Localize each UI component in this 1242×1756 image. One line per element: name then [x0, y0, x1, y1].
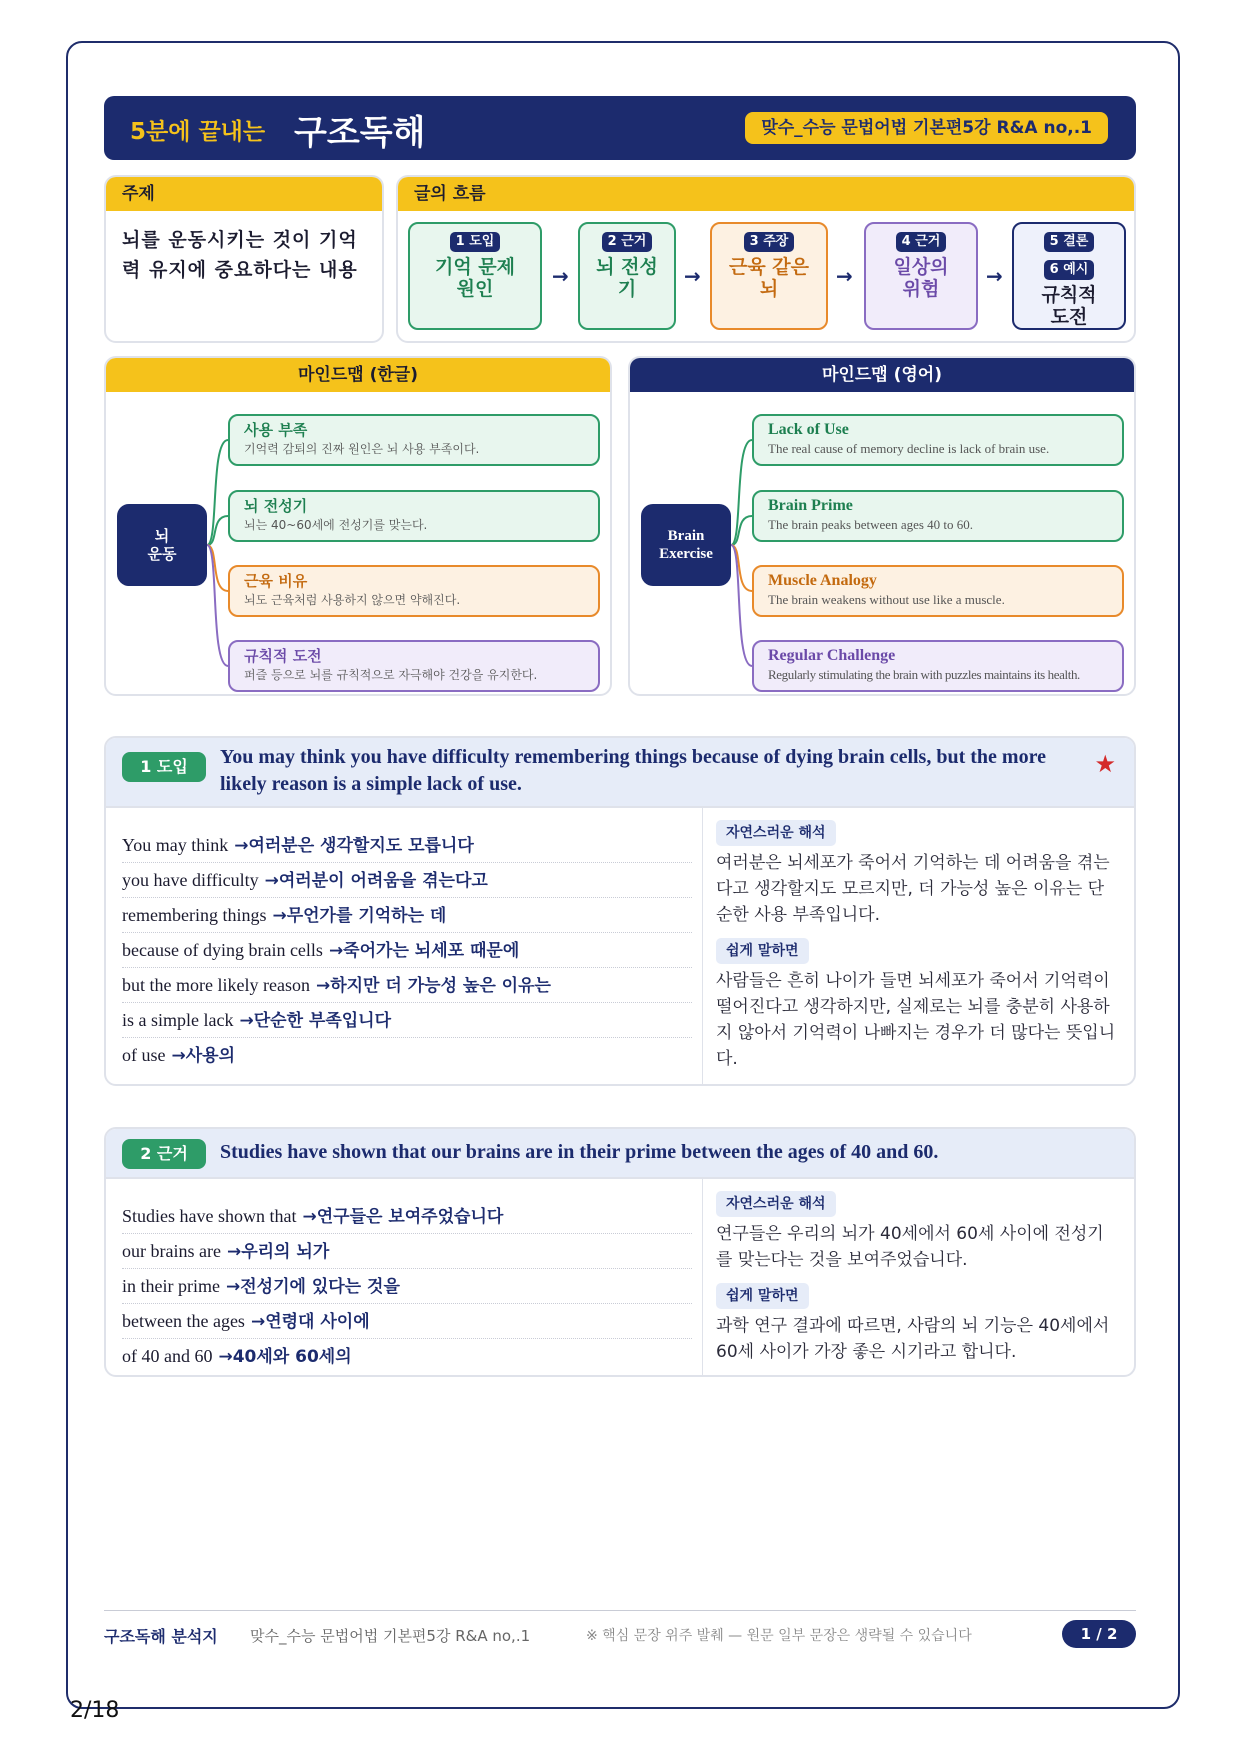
topic-heading: 주제: [106, 177, 382, 211]
chunk-row: [122, 828, 692, 863]
mindmap-node: [752, 490, 1124, 542]
flow-arrow-icon: →: [986, 264, 1003, 288]
easy-explanation-text: 과학 연구 결과에 따르면, 사람의 뇌 기능은 40세에서 60세 사이가 가장 좋은 시기라고 합니다.: [716, 1316, 1110, 1362]
easy-explanation-label: 쉽게 말하면: [716, 1283, 809, 1309]
mindmap-node-title: 뇌 전성기: [244, 497, 308, 515]
chunk-row: [122, 1199, 692, 1234]
mindmap-node-title: Muscle Analogy: [768, 572, 877, 589]
chunk-english: Studies have shown that: [122, 1206, 297, 1226]
mindmap-node-title: Regular Challenge: [768, 647, 896, 664]
flow-step: [408, 222, 542, 330]
chunk-row: [122, 863, 692, 898]
chunk-row: [122, 898, 692, 933]
column-divider: [702, 1179, 703, 1375]
section-header: [106, 1129, 1134, 1179]
chunk-row: [122, 1269, 692, 1304]
mindmap-node-title: 근육 비유: [244, 572, 308, 590]
flow-step-tag: 5 결론: [1044, 232, 1095, 252]
flow-step-tag: 2 근거: [602, 232, 653, 252]
chunk-english: between the ages: [122, 1311, 245, 1331]
flow-step-tag: 3 주장: [744, 232, 795, 252]
chunk-row: [122, 1038, 692, 1073]
mindmap-node: [228, 490, 600, 542]
chunk-korean: →전성기에 있다는 것을: [225, 1277, 400, 1297]
natural-translation-text: 연구들은 우리의 뇌가 40세에서 60세 사이에 전성기를 맞는다는 것을 보여주었습니다.: [716, 1224, 1104, 1270]
chunk-korean: →단순한 부족입니다: [239, 1011, 392, 1031]
chunk-korean: →연령대 사이에: [250, 1312, 370, 1332]
mindmap-root: 뇌 운동: [117, 504, 207, 586]
mindmap-node: [228, 640, 600, 692]
chunk-english: remembering things: [122, 905, 267, 925]
chunk-english: You may think: [122, 835, 229, 855]
chunk-english: in their prime: [122, 1276, 220, 1296]
chunk-english: but the more likely reason: [122, 975, 310, 995]
flow-arrow-icon: →: [684, 264, 701, 288]
chunk-korean: →40세와 60세의: [218, 1347, 352, 1367]
chunk-korean: →여러분이 어려움을 겪는다고: [264, 871, 488, 891]
chunk-english: because of dying brain cells: [122, 940, 323, 960]
sentence-section: [104, 1127, 1136, 1377]
chunk-korean: →여러분은 생각할지도 모릅니다: [234, 836, 474, 856]
footer-divider: [104, 1610, 1136, 1611]
mindmap-node-title: Brain Prime: [768, 497, 853, 514]
natural-translation-label: 자연스러운 해석: [716, 820, 836, 846]
natural-translation-label: 자연스러운 해석: [716, 1191, 836, 1217]
flow-arrow-icon: →: [836, 264, 853, 288]
flow-step-tag: 1 도입: [450, 232, 501, 252]
chunk-row: [122, 1339, 692, 1374]
mindmap-node-title: 사용 부족: [244, 421, 308, 439]
section-sentence: You may think you have difficulty remembering things because of dying brain cells, but the more likely reason is a simple lack of use.: [220, 746, 1046, 795]
mindmap-node-text: The brain peaks between ages 40 to 60.: [768, 517, 974, 532]
natural-translation-text: 여러분은 뇌세포가 죽어서 기억하는 데 어려움을 겪는다고 생각할지도 모르지만, 더 가능성 높은 이유는 단순한 사용 부족입니다.: [716, 853, 1110, 925]
section-header: [106, 738, 1134, 808]
topic-panel: [104, 175, 384, 343]
chunk-row: [122, 1003, 692, 1038]
star-icon: ★: [1094, 750, 1116, 778]
chunk-row: [122, 968, 692, 1003]
chunk-korean: →하지만 더 가능성 높은 이유는: [315, 976, 551, 996]
chunk-korean: →무언가를 기억하는 데: [272, 906, 447, 926]
flow-heading: 글의 흐름: [398, 177, 1134, 211]
footer-source: 맞수_수능 문법어법 기본편5강 R&A no,.1: [250, 1627, 531, 1645]
mindmap-node-text: The brain weakens without use like a muscle.: [768, 592, 1005, 607]
flow-step-label: 근육 같은 뇌: [728, 256, 810, 300]
brand-subtitle: 5분에 끝내는: [130, 119, 266, 145]
topic-text: 뇌를 운동시키는 것이 기억력 유지에 중요하다는 내용: [122, 229, 358, 281]
flow-step: [710, 222, 828, 330]
chunk-english: is a simple lack: [122, 1010, 234, 1030]
mindmap-node-title: Lack of Use: [768, 421, 849, 438]
mindmap-node: [752, 640, 1124, 692]
mindmap-node-text: 뇌도 근육처럼 사용하지 않으면 약해진다.: [244, 593, 461, 607]
brand-title: 구조독해: [294, 113, 426, 153]
mindmap-node: [752, 565, 1124, 617]
column-divider: [702, 808, 703, 1084]
chunk-korean: →사용의: [171, 1046, 236, 1066]
easy-explanation-label: 쉽게 말하면: [716, 938, 809, 964]
page-indicator: 1 / 2: [1062, 1620, 1136, 1648]
flow-step-label: 뇌 전성기: [596, 256, 658, 300]
chunk-row: [122, 933, 692, 968]
flow-step: [578, 222, 676, 330]
mindmap-node-text: 기억력 감퇴의 진짜 원인은 뇌 사용 부족이다.: [244, 442, 480, 456]
flow-step-tag: 4 근거: [896, 232, 947, 252]
mindmap-node-title: 규칙적 도전: [244, 647, 322, 665]
chunk-english: of 40 and 60: [122, 1346, 213, 1366]
flow-step-label: 기억 문제 원인: [434, 256, 516, 300]
source-badge: 맞수_수능 문법어법 기본편5강 R&A no,.1: [745, 112, 1108, 144]
chunk-list: [122, 828, 692, 1073]
mindmap-node-text: 퍼즐 등으로 뇌를 규칙적으로 자극해야 건강을 유지한다.: [244, 668, 538, 682]
chunk-row: [122, 1234, 692, 1269]
chunk-row: [122, 1304, 692, 1339]
header-bar: [104, 96, 1136, 160]
chunk-korean: →죽어가는 뇌세포 때문에: [328, 941, 520, 961]
mindmap-node: [228, 414, 600, 466]
mindmap-node: [752, 414, 1124, 466]
mindmap-node-text: The real cause of memory decline is lack of brain use.: [768, 441, 1050, 456]
easy-explanation-text: 사람들은 흔히 나이가 들면 뇌세포가 죽어서 기억력이 떨어진다고 생각하지만, 실제로는 뇌를 충분히 사용하지 않아서 기억력이 나빠지는 경우가 더 많다는 뜻입니다.: [716, 971, 1116, 1069]
mindmap-node: [228, 565, 600, 617]
flow-step-tag: 6 예시: [1044, 260, 1095, 280]
mindmap-en-heading: 마인드맵 (영어): [630, 358, 1134, 392]
chunk-korean: →연구들은 보여주었습니다: [302, 1207, 504, 1227]
footer: [104, 1620, 1136, 1650]
footer-note: ※ 핵심 문장 위주 발췌 — 원문 일부 문장은 생략될 수 있습니다: [586, 1628, 972, 1644]
chunk-list: [122, 1199, 692, 1374]
mindmap-ko-heading: 마인드맵 (한글): [106, 358, 610, 392]
page-counter: 2/18: [70, 1698, 120, 1723]
translation-column: [716, 820, 1118, 1082]
chunk-korean: →우리의 뇌가: [226, 1242, 330, 1262]
mindmap-root: Brain Exercise: [641, 504, 731, 586]
flow-step: [864, 222, 978, 330]
section-sentence: Studies have shown that our brains are in their prime between the ages of 40 and 60.: [220, 1141, 939, 1163]
sentence-section: [104, 736, 1136, 1086]
translation-column: [716, 1191, 1118, 1375]
flow-arrow-icon: →: [552, 264, 569, 288]
mindmap-node-text: Regularly stimulating the brain with puzzles maintains its health.: [768, 667, 1080, 682]
footer-label: 구조독해 분석지: [104, 1627, 218, 1646]
section-badge: 1 도입: [122, 752, 206, 782]
section-badge: 2 근거: [122, 1139, 206, 1169]
flow-step-label: 규칙적 도전: [1041, 284, 1097, 328]
flow-step: [1012, 222, 1126, 330]
mindmap-node-text: 뇌는 40~60세에 전성기를 맞는다.: [244, 518, 428, 532]
chunk-english: you have difficulty: [122, 870, 259, 890]
chunk-english: of use: [122, 1045, 166, 1065]
chunk-english: our brains are: [122, 1241, 221, 1261]
flow-step-label: 일상의 위험: [893, 256, 949, 300]
